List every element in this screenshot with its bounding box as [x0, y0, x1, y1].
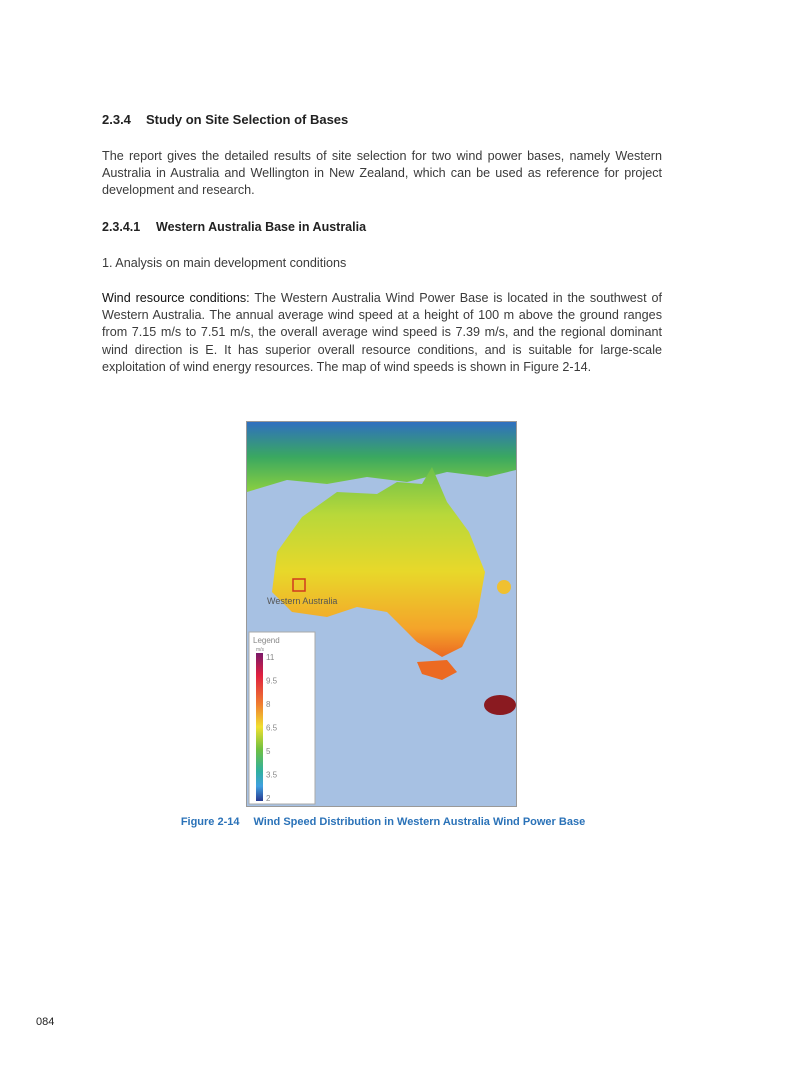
legend-unit: m/s	[256, 647, 265, 653]
wind-speed-map	[246, 421, 517, 807]
legend-tick: 6.5	[266, 723, 278, 733]
legend-colorbar	[256, 653, 263, 801]
legend-tick: 5	[266, 747, 271, 756]
page-number: 084	[36, 1016, 55, 1028]
legend-tick: 8	[266, 700, 271, 709]
legend-tick: 3.5	[266, 770, 278, 780]
legend-tick: 2	[266, 794, 271, 803]
legend-title: Legend	[253, 636, 280, 645]
item-heading: 1. Analysis on main development conditions	[102, 256, 347, 270]
new-zealand-marker	[484, 695, 516, 715]
legend-tick: 11	[266, 653, 275, 662]
section-heading: 2.3.4 Study on Site Selection of Bases	[102, 112, 349, 127]
wind-resource-paragraph: Wind resource conditions: The Western Australia Wind Power Base is located in the southwest of Western Australia. The annual average wind speed at a height of 100 m above the ground ranges from 7.15 m/s to 7.51 m/s, the overall average wind speed is 7.39 m/s, and the regional dominant wind direction is E. It has superior overall resource conditions, and is suitable for large-scale exploitation of wind energy resources. The map of wind speeds is shown in Figure 2-14.	[102, 291, 662, 374]
map-graphic	[247, 422, 516, 806]
island-spot	[497, 580, 511, 594]
intro-paragraph: The report gives the detailed results of site selection for two wind power bases, namely Western Australia in Australia and Wellington in New Zealand, which can be used as reference for project development and research.	[102, 149, 662, 198]
subsection-heading: 2.3.4.1 Western Australia Base in Australia	[102, 220, 367, 234]
map-label: Western Australia	[267, 596, 338, 606]
legend-tick: 9.5	[266, 676, 278, 686]
figure-caption: Figure 2-14 Wind Speed Distribution in Western Australia Wind Power Base	[180, 816, 586, 828]
